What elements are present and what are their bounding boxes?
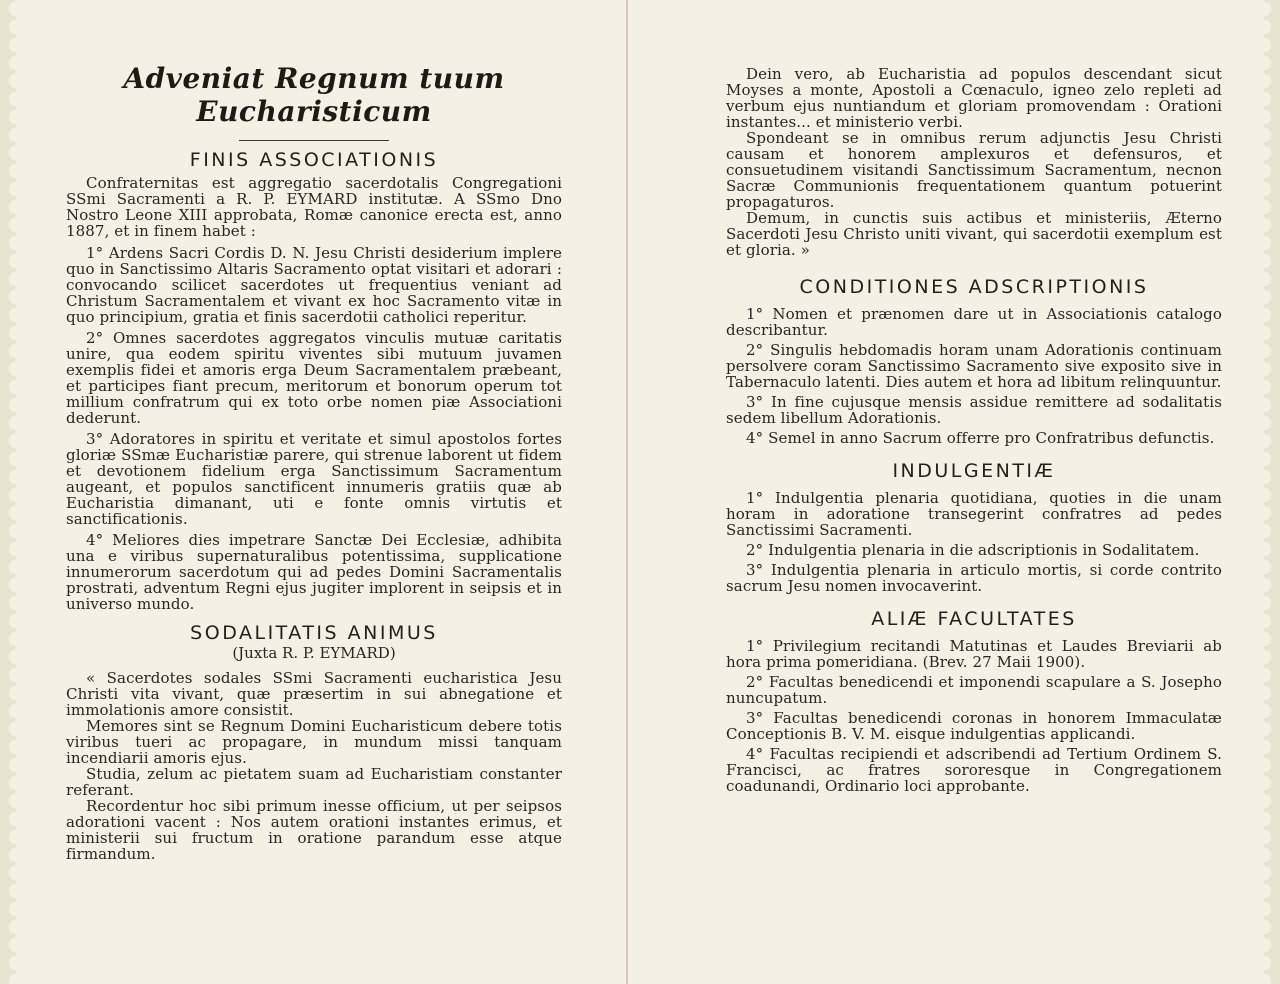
page-title: Adveniat Regnum tuum Eucharisticum [123,62,505,128]
conditiones-item: 4° Semel in anno Sacrum offerre pro Confratribus defunctis. [746,429,1215,447]
facultates-heading: ALIÆ FACULTATES [871,608,1077,630]
left-column [66,0,562,862]
left-scalloped-edge [0,0,16,984]
finis-item: 2° Omnes sacerdotes aggregatos vinculis mutuæ caritatis unire, qua eodem spiritu viventes sibi mutuum juvamen exemplis fidei et amoris erga Deum Sacramentalem præbeant, et participes fiant precum, meritorum et bonorum operum tot millium confratrum qui ex toto orbe nomen piæ Associationi dederunt. [66,329,562,427]
animus-paragraph: Studia, zelum ac pietatem suam ad Eucharistiam constanter referant. [66,765,562,799]
intro-paragraph: Dein vero, ab Eucharistia ad populos descendant sicut Moyses a monte, Apostoli a Cœnaculo, igneo zelo repleti ad verbum ejus nuntiandum et gloriam promovendam : Orationi instantes... et ministerio verbi. [726,65,1222,131]
indulgentiae-item: 1° Indulgentia plenaria quotidiana, quoties in die unam horam in adoratione transegerint confratres ad pedes Sanctissimi Sacramenti. [726,489,1222,539]
finis-heading: FINIS ASSOCIATIONIS [189,149,439,171]
intro-paragraph: Demum, in cunctis suis actibus et ministeriis, Æterno Sacerdoti Jesu Christo uniti vivant, qui sacerdotii exemplum est et gloria. » [726,209,1222,259]
facultates-item: 2° Facultas benedicendi et imponendi scapulare a S. Josepho nuncupatum. [726,673,1222,707]
finis-item: 3° Adoratores in spiritu et veritate et simul apostolos fortes gloriæ SSmæ Eucharistiæ parere, qui strenue laborent ut fidem et devotionem fidelium erga Sanctissimum Sacramentum augeant, et populos sanctificent innumeris gratiis quæ ab Eucharistia dimanant, uti e fonte omnis virtutis et sanctificationis. [66,430,562,528]
animus-paragraph: Recordentur hoc sibi primum inesse officium, ut per seipsos adorationi vacent : Nos autem orationi instantes erimus, et ministerii sui fructum in oratione parandum esse atque firmandum. [66,797,562,863]
finis-intro: Confraternitas est aggregatio sacerdotalis Congregationi SSmi Sacramenti a R. P. EYMARD institutæ. A SSmo Dno Nostro Leone XIII approbata, Romæ canonice erecta est, anno 1887, et in finem habet : [66,174,562,240]
finis-item: 1° Ardens Sacri Cordis D. N. Jesu Christi desiderium implere quo in Sanctissimo Altaris Sacramento optat visitari et adorari : convocando scilicet sacerdotes ut frequentius veniant ad Christum Sacramentalem et vivant ex hoc Sacramento vitæ in quo principium, gratia et finis sacerdotii catholici reperitur. [66,244,562,326]
intro-paragraph: Spondeant se in omnibus rerum adjunctis Jesu Christi causam et honorem amplexuros et defensuros, et consuetudinem visitandi Sanctissimum Sacramentum, necnon Sacræ Communionis frequentationem quantum potuerint propagaturos. [726,129,1222,211]
right-column [726,0,1222,794]
facultates-item: 4° Facultas recipiendi et adscribendi ad Tertium Ordinem S. Francisci, ac fratres sororesque in Congregationem coadunandi, Ordinario loci approbante. [726,745,1222,795]
conditiones-heading: CONDITIONES ADSCRIPTIONIS [799,276,1149,298]
indulgentiae-heading: INDULGENTIÆ [892,460,1056,482]
center-fold [626,0,628,984]
animus-paragraph: « Sacerdotes sodales SSmi Sacramenti eucharistica Jesu Christi vita vivant, quæ præsertim in sui abnegatione et immolationis amore consistit. [66,669,562,719]
facultates-item: 3° Facultas benedicendi coronas in honorem Immaculatæ Conceptionis B. V. M. eisque indulgentias applicandi. [726,709,1222,743]
animus-subheading: (Juxta R. P. EYMARD) [232,644,396,662]
title-divider [239,140,389,141]
facultates-item: 1° Privilegium recitandi Matutinas et Laudes Breviarii ab hora prima pomeridiana. (Brev. 27 Maii 1900). [726,637,1222,671]
conditiones-item: 3° In fine cujusque mensis assidue remittere ad sodalitatis sedem libellum Adorationis. [726,393,1222,427]
animus-heading: SODALITATIS ANIMUS [190,622,438,644]
conditiones-item: 2° Singulis hebdomadis horam unam Adorationis continuam persolvere coram Sanctissimo Sacramento sive exposito sive in Tabernaculo latenti. Dies autem et hora ad libitum relinquuntur. [726,341,1222,391]
indulgentiae-item: 2° Indulgentia plenaria in die adscriptionis in Sodalitatem. [746,541,1200,559]
animus-paragraph: Memores sint se Regnum Domini Eucharisticum debere totis viribus tueri ac propagare, in mundum missi tanquam incendiarii amoris ejus. [66,717,562,767]
right-scalloped-edge [1264,0,1280,984]
indulgentiae-item: 3° Indulgentia plenaria in articulo mortis, si corde contrito sacrum Jesu nomen invocaverint. [726,561,1222,595]
finis-item: 4° Meliores dies impetrare Sanctæ Dei Ecclesiæ, adhibita una e viribus supernaturalibus potentissima, supplicatione innumerorum sacerdotum qui ad pedes Domini Sacramentalis prostrati, adventum Regni ejus jugiter implorent in seipsis et in universo mundo. [66,531,562,613]
conditiones-item: 1° Nomen et prænomen dare ut in Associationis catalogo describantur. [726,305,1222,339]
